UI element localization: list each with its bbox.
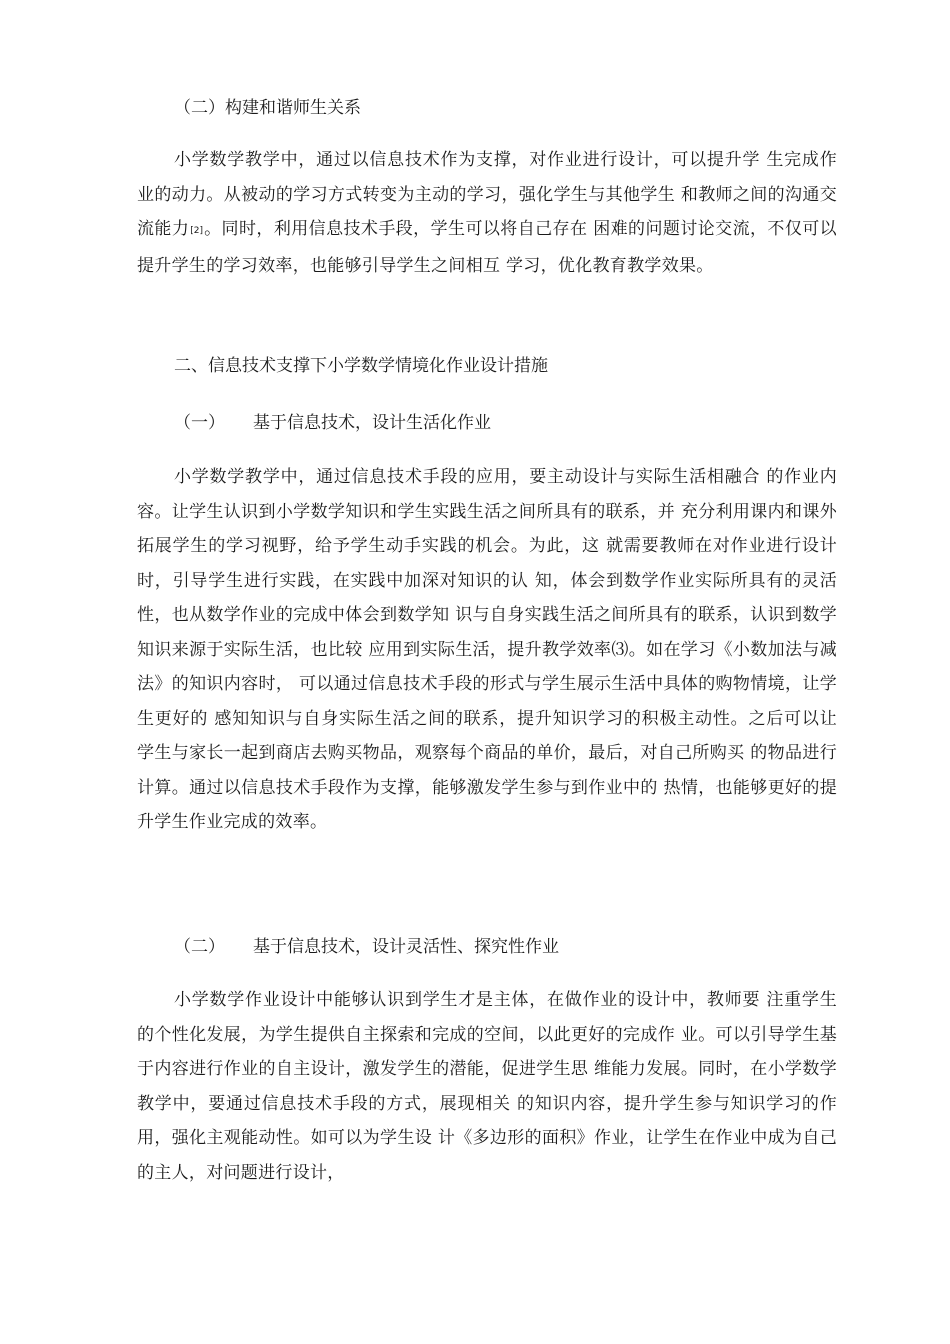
heading-text: 基于信息技术，设计灵活性、探究性作业: [253, 937, 559, 957]
section-heading-flexible-homework: [174, 935, 559, 959]
heading-number: （一）: [174, 413, 225, 433]
paragraph-text: 。同时，利用信息技术手段，学生可以将自己存在 困难的问题讨论交流，不仅可以提升学生的学习效率，也能够引导学生之间相互 学习，优化教育教学效果。: [137, 219, 837, 276]
section-heading-life-homework: [174, 411, 491, 435]
paragraph-harmonious-relations: [137, 143, 837, 283]
section-heading-harmonious-relations: （二）构建和谐师生关系: [174, 98, 361, 118]
chapter-heading-design-measures: 二、信息技术支撑下小学数学情境化作业设计措施: [174, 356, 548, 376]
paragraph-life-homework: 小学数学教学中，通过信息技术手段的应用，要主动设计与实际生活相融合 的作业内容。让学生认识到小学数学知识和学生实践生活之间所具有的联系，并 充分利用课内和课外拓展学生的学习视野，给予学生动手实践的机会。为此，这 就需要教师在对作业进行设计时，引导学生进行实践，在实践中加深对知识的认 知，体会到数学作业实际所具有的灵活性，也从数学作业的完成中体会到数学知 识与自身实践生活之间所具有的联系，认识到数学知识来源于实际生活，也比较 应用到实际生活，提升教学效率⑶。如在学习《小数加法与减法》的知识内容时， 可以通过信息技术手段的形式与学生展示生活中具体的购物情境，让学生更好的 感知知识与自身实际生活之间的联系，提升知识学习的积极主动性。之后可以让 学生与家长一起到商店去购买物品，观察每个商品的单价，最后，对自己所购买 的物品进行计算。通过以信息技术手段作为支撑，能够激发学生参与到作业中的 热情，也能够更好的提升学生作业完成的效率。: [137, 467, 837, 832]
citation-marker: [2]: [190, 226, 204, 236]
paragraph-flexible-homework: 小学数学作业设计中能够认识到学生才是主体，在做作业的设计中，教师要 注重学生的个性化发展，为学生提供自主探索和完成的空间，以此更好的完成作 业。可以引导学生基于内容进行作业的自主设计，激发学生的潜能，促进学生思 维能力发展。同时，在小学数学教学中，要通过信息技术手段的方式，展现相关 的知识内容，提升学生参与知识学习的作用，强化主观能动性。如可以为学生设 计《多边形的面积》作业，让学生在作业中成为自己的主人，对问题进行设计，: [137, 990, 837, 1183]
heading-text: 基于信息技术，设计生活化作业: [253, 413, 491, 433]
heading-number: （二）: [174, 937, 225, 957]
paragraph-text: 小学数学教学中，通过以信息技术作为支撑，对作业进行设计，可以提升学 生完成作业的动力。从被动的学习方式转变为主动的学习，强化学生与其他学生 和教师之间的沟通交流能力: [137, 150, 837, 239]
